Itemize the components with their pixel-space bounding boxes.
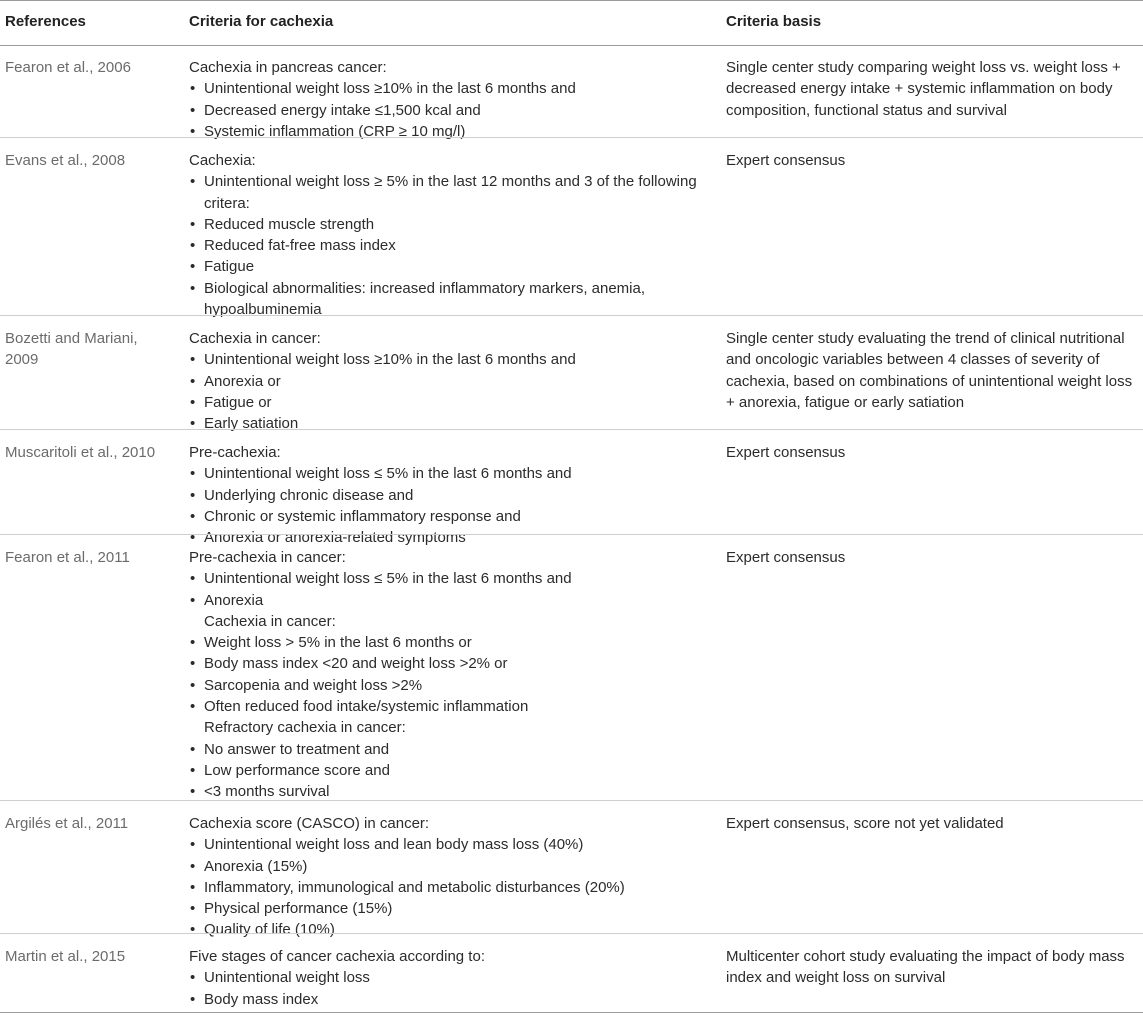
criteria-heading: Refractory cachexia in cancer: [204,719,406,737]
criteria-heading: Cachexia: [189,152,256,169]
criteria-bullet-item: • Weight loss > 5% in the last 6 months or [189,632,709,653]
criteria-bullet-item: • Body mass index [189,989,709,1010]
table-row [0,800,1143,939]
criteria-bullet-item: • Sarcopenia and weight loss >2% [189,675,709,696]
table-row [0,534,1143,801]
criteria-bullet-item: • Unintentional weight loss ≥10% in the last 6 months and [189,78,709,99]
criteria-bullet-item: • Often reduced food intake/systemic inflammation [189,696,709,717]
criteria-bullet-item: • Unintentional weight loss ≤ 5% in the last 6 months and [189,568,709,589]
criteria-cell [189,150,709,320]
reference-cell: Fearon et al., 2011 [5,549,130,566]
criteria-heading: Cachexia in cancer: [189,330,321,347]
header-references: References [5,13,86,30]
table-row [0,315,1143,433]
criteria-bullet-item: • Fatigue [189,256,709,277]
reference-cell: Martin et al., 2015 [5,948,126,965]
criteria-bullet-item: • No answer to treatment and [189,739,709,760]
criteria-bullet-item: • Fatigue or [189,392,709,413]
reference-cell: Evans et al., 2008 [5,152,126,169]
table-row [0,45,1143,140]
criteria-bullet-item: • Unintentional weight loss and lean body mass loss (40%) [189,834,709,855]
criteria-bullet-item: • Unintentional weight loss ≥ 5% in the last 12 months and 3 of the following critera: [189,171,709,214]
criteria-bullet-item: • Biological abnormalities: increased inflammatory markers, anemia, hypoalbuminemia [189,278,709,321]
criteria-bullet-item: • Anorexia (15%) [189,856,709,877]
criteria-bullet-item: • Reduced fat-free mass index [189,235,709,256]
criteria-bullet-item: • Physical performance (15%) [189,898,709,919]
header-criteria: Criteria for cachexia [189,13,334,30]
criteria-bullet-item: • Underlying chronic disease and [189,485,709,506]
criteria-heading: Pre-cachexia in cancer: [189,549,346,566]
criteria-bullet-item: • <3 months survival [189,781,709,802]
header-basis: Criteria basis [726,13,822,30]
criteria-bullet-item: • Systemic inflammation (CRP ≥ 10 mg/l) [189,121,709,142]
criteria-bullet-item: • Reduced muscle strength [189,214,709,235]
criteria-bullet-item: • Anorexia [189,590,709,611]
basis-cell: Expert consensus [726,152,846,169]
table-header [0,0,1143,46]
criteria-bullet-item: • Unintentional weight loss ≤ 5% in the last 6 months and [189,463,709,484]
reference-cell: Argilés et al., 2011 [5,815,129,832]
criteria-heading: Five stages of cancer cachexia according to: [189,948,485,965]
criteria-cell [189,328,709,434]
criteria-bullet-item: • Anorexia or [189,371,709,392]
basis-cell: Expert consensus [726,549,846,566]
criteria-heading: Cachexia score (CASCO) in cancer: [189,815,430,832]
reference-cell: Bozetti and Mariani, 2009 [5,330,138,369]
criteria-cell [189,442,709,548]
criteria-bullet-item: • Decreased energy intake ≤1,500 kcal and [189,100,709,121]
criteria-bullet-item: • Inflammatory, immunological and metabolic disturbances (20%) [189,877,709,898]
criteria-cell [189,547,709,803]
basis-cell: Expert consensus, score not yet validated [726,815,1004,832]
criteria-heading: Pre-cachexia: [189,444,281,461]
basis-cell: Expert consensus [726,444,846,461]
table-row [0,429,1143,547]
table-row [0,933,1143,1013]
reference-cell: Muscaritoli et al., 2010 [5,444,156,461]
criteria-cell [189,57,709,142]
criteria-bullet-item: • Quality of life (10%) [189,919,709,940]
criteria-bullet-item: • Low performance score and [189,760,709,781]
basis-cell: Single center study evaluating the trend of clinical nutritional and oncologic variables between 4 classes of severity of cachexia, based on combinations of unintentional weight loss + anorexia, fatigue or early satiation [726,330,1133,411]
criteria-bullet-item: • Chronic or systemic inflammatory response and [189,506,709,527]
criteria-bullet-item: • Early satiation [189,413,709,434]
criteria-bullet-item: • Unintentional weight loss [189,967,709,988]
table-row [0,137,1143,319]
criteria-cell [189,946,709,1010]
criteria-cell [189,813,709,941]
table-bottom-rule [0,1012,1143,1013]
criteria-bullet-item: • Anorexia or anorexia-related symptoms [189,527,709,548]
basis-cell: Single center study comparing weight loss vs. weight loss + decreased energy intake + systemic inflammation on body composition, functional status and survival [726,59,1121,119]
criteria-bullet-item: • Unintentional weight loss ≥10% in the last 6 months and [189,349,709,370]
basis-cell: Multicenter cohort study evaluating the impact of body mass index and weight loss on survival [726,948,1125,987]
criteria-heading: Cachexia in pancreas cancer: [189,59,387,76]
reference-cell: Fearon et al., 2006 [5,59,131,76]
criteria-heading: Cachexia in cancer: [204,612,336,630]
criteria-bullet-item: • Body mass index <20 and weight loss >2% or [189,653,709,674]
